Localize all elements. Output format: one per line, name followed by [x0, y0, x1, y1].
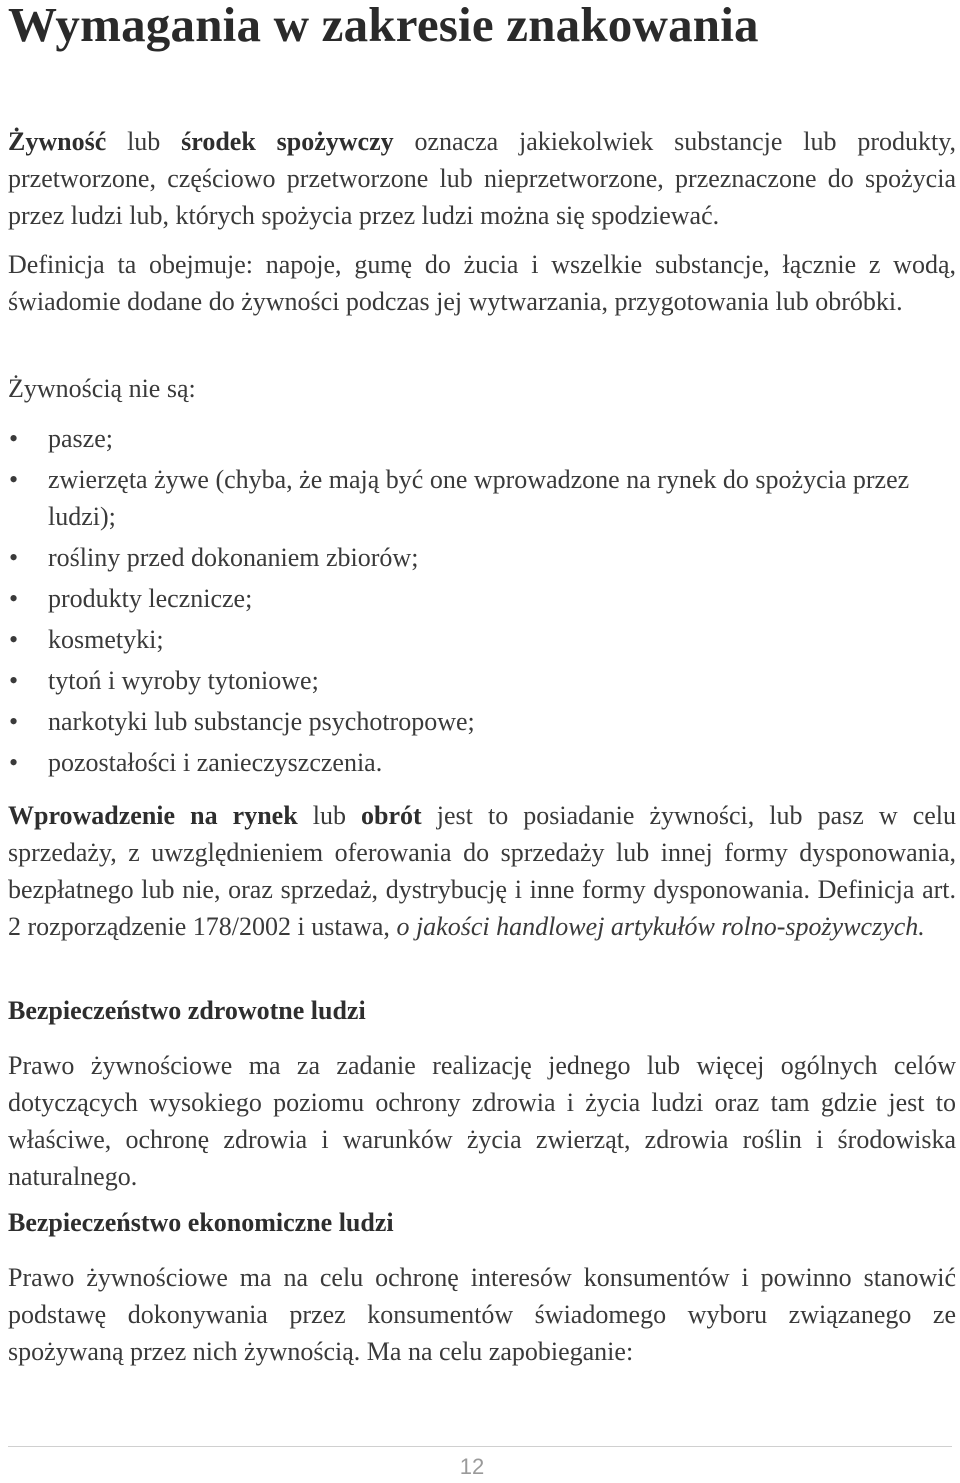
section-heading-economic-safety: Bezpieczeństwo ekonomiczne ludzi — [8, 1208, 394, 1237]
list-item — [8, 580, 956, 617]
list-item-text: tytoń i wyroby tytoniowe; — [48, 666, 319, 695]
page-number: 12 — [459, 1454, 485, 1479]
term-obrot: obrót — [361, 801, 422, 830]
list-item-text: pozostałości i zanieczyszczenia. — [48, 748, 383, 777]
bullet-icon: • — [9, 424, 19, 453]
text-fragment: lub — [297, 801, 362, 830]
list-item-text: zwierzęta żywe (chyba, że mają być one wprowadzone na rynek do spożycia przez ludzi); — [48, 465, 910, 531]
footer-divider — [8, 1446, 952, 1447]
bullet-icon: • — [9, 465, 19, 494]
term-srodek-spozywczy: środek spożywczy — [181, 127, 394, 156]
bullet-icon: • — [9, 666, 19, 695]
text-fragment: jest to posiadanie żywności, lub pasz w celu sprzedaży, z uwzględnieniem oferowania do sprzedaży lub innej formy dysponowania, bezpłatnego lub nie, oraz sprzedaż, dystrybucję i inne formy dysponowania. Definicja art. 2 rozporządzenie 178/2002 i ustawa, — [8, 801, 956, 941]
term-zywnosc: Żywność — [8, 127, 107, 156]
list-item — [8, 744, 956, 781]
text-fragment: oznacza jakiekolwiek substancje lub produkty, przetworzone, częściowo przetworzone lub nieprzetworzone, przeznaczone do spożycia przez ludzi lub, których spożycia przez ludzi można się spodziewać. — [8, 127, 957, 230]
paragraph-market-definition — [8, 797, 956, 945]
list-item — [8, 703, 956, 740]
list-item-text: rośliny przed dokonaniem zbiorów; — [48, 543, 419, 572]
list-item — [8, 420, 956, 457]
section-heading-health-safety: Bezpieczeństwo zdrowotne ludzi — [8, 996, 366, 1025]
list-item-text: narkotyki lub substancje psychotropowe; — [48, 707, 475, 736]
list-item — [8, 621, 956, 658]
italic-act-title: o jakości handlowej artykułów rolno-spożywczych. — [396, 912, 925, 941]
paragraph-health-safety: Prawo żywnościowe ma za zadanie realizację jednego lub więcej ogólnych celów dotyczących wysokiego poziomu ochrony zdrowia i życia ludzi oraz tam gdzie jest to właściwe, ochronę zdrowia i warunków życia zwierząt, zdrowia roślin i środowiska naturalnego. — [8, 1051, 956, 1191]
page-title: Wymagania w zakresie znakowania — [8, 0, 759, 52]
term-wprowadzenie-na-rynek: Wprowadzenie na rynek — [8, 801, 298, 830]
bullet-icon: • — [9, 543, 19, 572]
bullet-icon: • — [9, 625, 19, 654]
list-item-text: produkty lecznicze; — [48, 584, 253, 613]
list-item — [8, 662, 956, 699]
paragraph-not-food-intro: Żywnością nie są: — [8, 374, 196, 403]
paragraph-definition-scope: Definicja ta obejmuje: napoje, gumę do żucia i wszelkie substancje, łącznie z wodą, świadomie dodane do żywności podczas jej wytwarzania, przygotowania lub obróbki. — [8, 250, 956, 316]
list-item-text: kosmetyki; — [48, 625, 164, 654]
list-item-text: pasze; — [48, 424, 113, 453]
not-food-list — [8, 420, 956, 785]
paragraph-economic-safety: Prawo żywnościowe ma na celu ochronę interesów konsumentów i powinno stanowić podstawę dokonywania przez konsumentów świadomego wyboru związanego ze spożywaną przez nich żywnością. Ma na celu zapobieganie: — [8, 1263, 956, 1366]
bullet-icon: • — [9, 584, 19, 613]
bullet-icon: • — [9, 707, 19, 736]
list-item — [8, 539, 956, 576]
text-fragment: lub — [106, 127, 182, 156]
paragraph-food-definition — [8, 123, 956, 234]
list-item — [8, 461, 956, 535]
bullet-icon: • — [9, 748, 19, 777]
